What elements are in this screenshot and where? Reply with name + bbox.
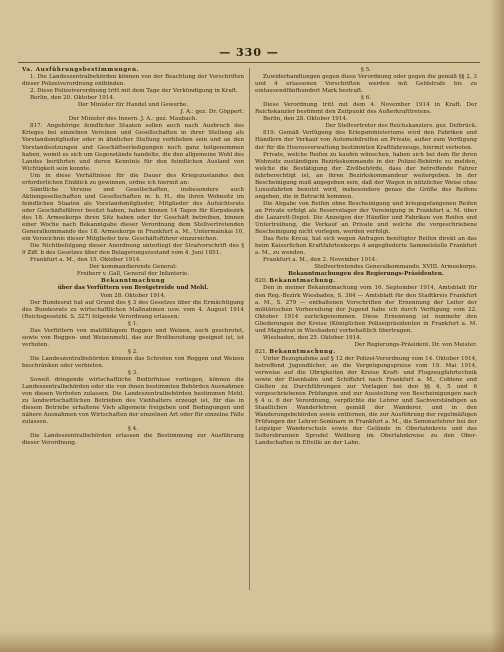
notice-819-para-1: 819. Gemäß Verfügung des Kriegsministeriums wird den Fabriken und Händlern der Verkauf von Automobilreifen an Private, außer zum Verfügung der für die Heeresverwaltung bestimmten Kraftfahrzeuge, hiermit verboten. — [255, 130, 477, 151]
section-5-text: Zuwiderhandlungen gegen diese Verordnung oder gegen die gemäß §§ 2, 3 und 4 erlassenen Vorschriften werden mit Geldstrafe bis zu eintausendfünfhundert Mark bestraft. — [255, 74, 477, 95]
notice-817-para-4: Die Nichtbefolgung dieser Anordnung unterliegt der Strafvorschrift des § 9 Ziff. b des Gesetzes über den Belagerungszustand vom 4. Juni 1851. — [22, 243, 244, 257]
date-line: Berlin, den 20. Oktober 1914. — [30, 95, 115, 102]
section-6-signature: Der Stellvertreter des Reichskanzlers. gez. Delbrück. — [325, 123, 477, 130]
notice-818-date: Vom 28. Oktober 1914. — [100, 292, 166, 299]
notice-821-title: Bekanntmachung. — [269, 348, 336, 355]
notice-819-para-3: Die Abgabe von Reifen ohne Bescheinigung und kriegsgefangenen Reifen an Private erfolgt als Reservelager der Vereinigung in Frankfurt a. M. über die Lazarett-Depot. Die Anzeigen der Händler und Fabriken von Reifen und Untertreibung, die Verkauf an Private und welche die vorgeschriebene Bescheinigung nicht vorlegen, werden verfolgt. — [255, 200, 477, 236]
ausfuehrung-para-2: 2. Diese Polizeiverordnung tritt mit dem Tage der Verkündigung in Kraft. — [30, 88, 238, 95]
notice-817-para-2: Um in diese Verhältnisse für die Dauer des Kriegszustandes den erforderlichen Einblick zu gewinnen, ordne ich hiermit an: — [22, 172, 244, 186]
section-1-heading: § 1. — [128, 320, 138, 327]
section-2-heading: § 2. — [128, 348, 138, 355]
notice-818-subtitle: über das Verfüttern von Brotgetreide und Mehl. — [57, 285, 209, 292]
notice-821-text: Unter Bezugnahme auf § 12 der Polizei-Verordnung vom 14. Oktober 1914, betreffend Jugendlicher, an die Vergnügungspreise vom 19. Mai 1914, verweise auf die Obrigkeiten der Kreise Kraft- und Flugzeugfahrtechnik sowie der Eisenbahn und Schiffahrt nach Frankfurt a. M., Coblenz und Gießen zu Durchführungen zur Vorlagen bei den §§ 4, 5 und 6 vorgeschriebenen Prüfungen und zur Ausstellung von Bescheinigungen nach § 4 u. 6 der Verordnung, verpflichte die Lehrer und Sachverständigen an Staatlichen Wanderlehren gemäß der Wanderer, und in den Wanderungsbehörden sowie entfernen, die zur Ausführung der regelmäßigen Prüfungen der Lehrer-Seminare in Frankfurt a. M., die Seminarlehrer bei der Leipziger Wanderschule sowie der Gelände in Oberlahnkreis und das Seltersbrunnen Sprudel Weilburg im Oberlahnkreise zu den Ober-Landschaften in Eltville an der Lahn. — [255, 355, 477, 447]
notice-817-para-1: 817. Angehörige feindlicher Staaten sollen auch nach Ausbruch des Krieges bei einzelnen Vereinen und Gesellschaften in ihrer Stellung als Vorstandsmitglieder oder in ähnlicher Stellung verblieben sein und an den Vorstandssitzungen und Geschäftserledigungen noch ganz teilgenommen haben, womit es sich um Gegenstände handelte, die den allgemeine Wohl des Landes berührten und deren Kenntnis für den feindlichen Ausland von Wichtigkeit sein konnte. — [22, 123, 244, 172]
minister-signature: J. A.: gez. Dr. Göppert. — [180, 109, 244, 116]
right-column — [255, 67, 477, 448]
notice-820-date: Wiesbaden, den 25. Oktober 1914. — [263, 334, 362, 341]
section-4-heading: § 4. — [128, 426, 138, 433]
section-6-date: Berlin, den 28. Oktober 1914. — [263, 116, 348, 123]
ausfuehrung-title: Va. Ausführungsbestimmungen. — [22, 67, 140, 73]
section-6-text: Diese Verordnung tritt mit dem 4. November 1914 in Kraft. Der Reichskanzler bestimmt den Zeitpunkt des Außerkrafttretens. — [255, 102, 477, 116]
column-divider — [249, 68, 250, 590]
section-1-text: Das Verfüttern von mahlfähigem Roggen und Weizen, auch geschrotet, sowie von Roggen- und Weizenmehl, das zur Brotbereitung geeignet ist, ist verboten. — [22, 327, 244, 348]
notice-819-para-2: Private, welche Reifen zu kaufen wünschen, haben sich bei dem für ihren Wohnsitz zuständigen Bezirkskommando in der Polizei-Behörde zu melden, welche die Bestätigung der Zivilbehörde, dass der betreffende Fahrer fahrberechtigt ist, an ihren Bezirkskommandeur weitergeben. In der Bescheinigung muß angegeben sein, daß der Wagen in nützlicher Weise ohne Luxusfahrten benutzt wird, insbesondere genau die Größe des Reifens angeben, die in Betracht kommen. — [255, 151, 477, 200]
notice-819-signature: Stellvertretendes Generalkommando. XVIII. Armeekorps. — [314, 264, 477, 271]
notice-820-title: Bekanntmachung. — [269, 278, 336, 285]
page-bottom-edge — [0, 630, 504, 652]
notice-821-number — [255, 349, 477, 356]
notice-819-date: Frankfurt a. M., den 2. November 1914. — [263, 257, 377, 264]
section-4-text: Die Landeszentralbehörden erlassen die Bestimmung zur Ausführung dieser Verordnung. — [22, 433, 244, 447]
notice-818-intro: Der Bundesrat hat auf Grund des § 3 des Gesetzes über die Ermächtigung des Bundesrats zu wirtschaftlichen Maßnahmen usw. vom 4. August 1914 (Reichsgesetzbl. S. 327) folgende Verordnung erlassen: — [22, 299, 244, 320]
page-number-header: — 330 — — [219, 46, 279, 59]
notice-817-sign-title: Der kommandierende General: — [89, 264, 177, 271]
notice-820-num: 820. — [255, 278, 268, 285]
left-column — [22, 67, 244, 448]
section-3-text: Soweit dringende wirtschaftliche Bedürfnisse vorliegen, können die Landeszentralbehörden oder die von ihnen bestimmten Behörden Ausnahmen von diesen Verboten zulassen. Die Landeszentralbehörden bestimmen Mehl, zu landwirtschaftlichen Betrieben des Viehhalters erzeugt ist, für das in diesem Betriebe erhaltene Vieh allgemein freigeben und Bedingungen und nähere Ausnahmen von Wirtschaften der einzelnen Art oder für einzelne Fälle zulassen. — [22, 377, 245, 426]
notice-817-date: Frankfurt a. M., den 15. Oktober 1914. — [30, 257, 142, 264]
section-6-heading: § 6. — [361, 95, 371, 102]
notice-817-signature: Freiherr v. Gall, General der Infanterie. — [76, 271, 190, 278]
minister-innern-signature: Der Minister des Innern. J. A.: gez. Maubach. — [68, 116, 198, 123]
notice-821-num: 821. — [255, 348, 268, 355]
section-title-regierungs-praesident: Bekanntmachungen des Regierungs-Präsidenten. — [288, 271, 444, 278]
notice-817-para-3: Sämtliche Vereine und Gesellschaften, insbesondere auch Aktiengesellschaften und Gesellschaften m. b. H., die ihren Wohnsitz im feindlichen Staaten als Vorstandsmitglieder, Mitglieder des Aufsichtsrats oder Geschäftsführer besitzt haben, haben binnen 14 Tagen für Korpsbezirk des 18. Armeekorps ihren Sitz haben oder ihr Geschäft betreiben, binnen einer Woche nach Bekanntgabe dieser Verordnung dem Stellvertretenden Generalkommando des 18. Armeekorps in Frankfurt a. M., Untermainkai 10, ein Verzeichnis dieser Mitglieder bzw. Geschäftsführer einzureichen. — [22, 186, 244, 243]
minister-line: Der Minister für Handel und Gewerbe. — [77, 102, 189, 109]
page-edge-shadow — [490, 0, 504, 652]
section-5-heading: § 5. — [361, 67, 371, 73]
notice-820-text: Den in meiner Bekanntmachung vom 16. September 1914, Amtsblatt für den Reg.-Bezirk Wiesbaden, S. 364 — Amtsblatt für den Stadtkreis Frankfurt a. M., S. 279 — enthaltenen Vorschriften der Ernennung der Leiter der militärischen Vorbereitung der Jugend habe ich durch Verfügung vom 22. Oktober 1914 zurückgenommen. Diese Ernennung ist nunmehr den Gliederungen der Kreise (Königlichen Polizeipräsidenten in Frankfurt a. M. und Magistrat in Wiesbaden) vorbehaltlich übertragen. — [255, 285, 477, 334]
header-rule — [18, 62, 480, 63]
notice-820-signature: Der Regierungs-Präsident. Dr. von Meister. — [354, 341, 477, 348]
notice-819-para-4: Das Rote Kreuz, hat sich wegen Anfragen benötigter Reifen direkt an das beim Kaiserlichen Kraftfahrtenkorps 4 angegliederte Sammelstelle Frankfurt a. M., zu wenden. — [255, 236, 477, 257]
ausfuehrung-para-1: 1. Die Landeszentralbehörden können von der Beachtung der Vorschriften dieser Polizeiverordnung entbinden. — [22, 74, 244, 88]
notice-820-number — [255, 278, 477, 285]
section-2-text: Die Landeszentralbehörden können das Schroten von Roggen und Weizen beschränken oder verbieten. — [22, 355, 244, 369]
notice-818-title: Bekanntmachung — [101, 278, 165, 285]
section-3-heading: § 3. — [128, 370, 138, 377]
